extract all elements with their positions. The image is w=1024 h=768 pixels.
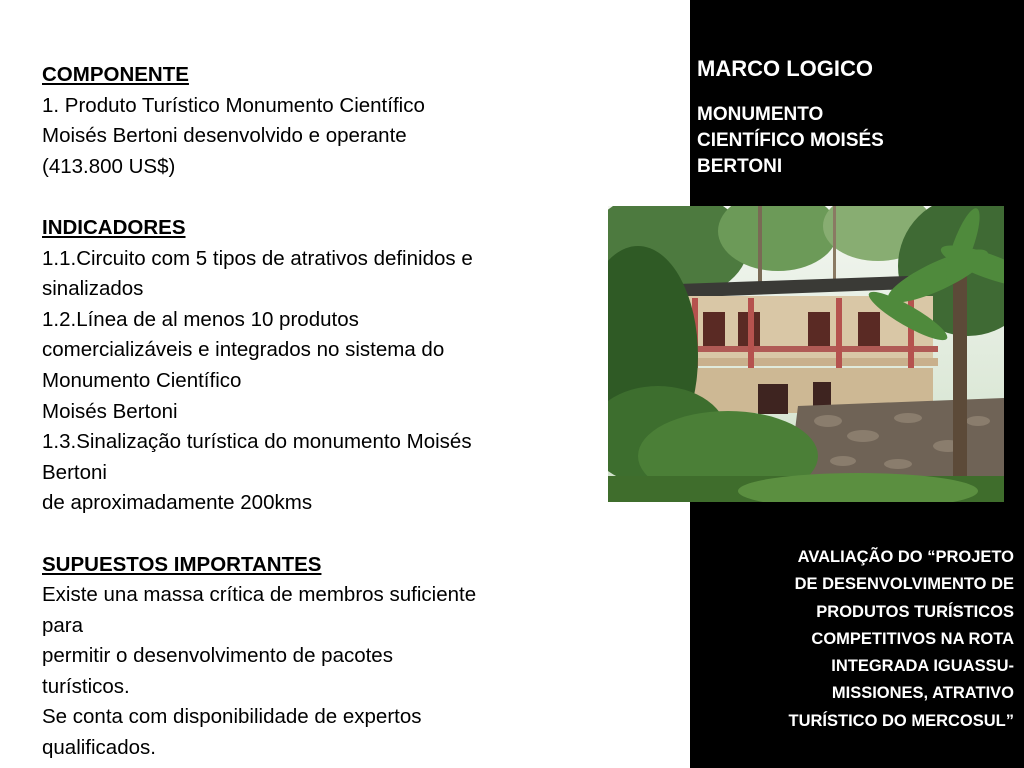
caption-line-3: PRODUTOS TURÍSTICOS xyxy=(816,602,1014,621)
caption-line-6: MISSIONES, ATRATIVO xyxy=(831,684,1014,703)
spacer xyxy=(42,182,590,213)
supuestos-heading: SUPUESTOS IMPORTANTES xyxy=(42,552,322,576)
supuestos-line-6: qualificados. xyxy=(42,736,156,760)
indicadores-line-9: de aproximadamente 200kms xyxy=(42,491,313,515)
caption-line-2: DE DESENVOLVIMENTO DE xyxy=(794,575,1014,594)
project-caption xyxy=(694,544,1014,735)
supuestos-line-5: Se conta com disponibilidade de expertos xyxy=(42,705,422,729)
subtitle-line-2: CIENTÍFICO MOISÉS xyxy=(697,130,884,151)
componente-line-3: (413.800 US$) xyxy=(42,154,176,178)
supuestos-line-3: permitir o desenvolvimento de pacotes xyxy=(42,644,393,668)
panel-subtitle xyxy=(697,102,884,180)
componente-line-2: Moisés Bertoni desenvolvido e operante xyxy=(42,124,407,148)
subtitle-line-3: BERTONI xyxy=(697,156,783,177)
caption-line-1: AVALIAÇÃO DO “PROJETO xyxy=(797,548,1014,566)
caption-line-4: COMPETITIVOS NA ROTA xyxy=(811,629,1014,648)
indicadores-line-5: Monumento Científico xyxy=(42,368,242,392)
caption-line-5: INTEGRADA IGUASSU- xyxy=(831,657,1014,676)
indicadores-line-3: 1.2.Línea de al menos 10 produtos xyxy=(42,307,359,331)
componente-heading: COMPONENTE xyxy=(42,63,189,86)
caption-line-7: TURÍSTICO DO MERCOSUL” xyxy=(788,711,1014,730)
spacer xyxy=(42,519,590,550)
indicadores-line-7: 1.3.Sinalização turística do monumento Moisés xyxy=(42,430,472,454)
indicadores-line-2: sinalizados xyxy=(42,277,144,301)
main-text-block xyxy=(42,60,590,764)
subtitle-line-1: MONUMENTO xyxy=(697,104,824,125)
indicadores-line-4: comercializáveis e integrados no sistema do xyxy=(42,338,445,362)
indicadores-line-6: Moisés Bertoni xyxy=(42,399,178,423)
monument-house-photo xyxy=(608,206,1004,502)
indicadores-line-1: 1.1.Circuito com 5 tipos de atrativos definidos e xyxy=(42,246,473,270)
componente-line-1: 1. Produto Turístico Monumento Científico xyxy=(42,93,425,117)
indicadores-heading: INDICADORES xyxy=(42,215,186,239)
supuestos-line-1: Existe una massa crítica de membros suficiente xyxy=(42,583,477,607)
supuestos-line-4: turísticos. xyxy=(42,674,130,698)
indicadores-line-8: Bertoni xyxy=(42,460,107,484)
panel-title: MARCO LOGICO xyxy=(697,56,873,81)
supuestos-line-2: para xyxy=(42,613,84,637)
